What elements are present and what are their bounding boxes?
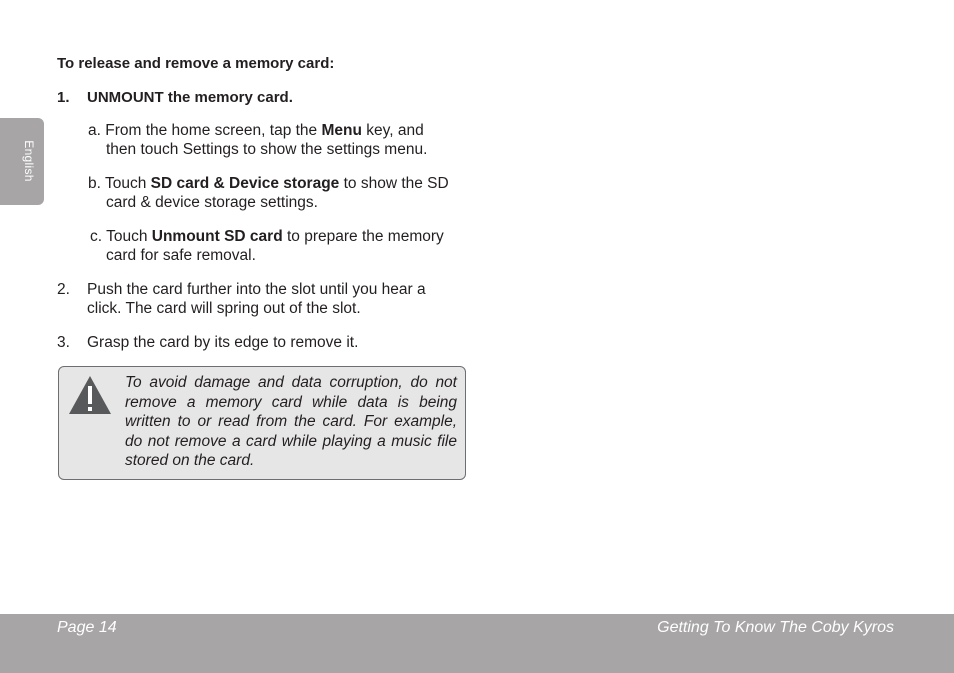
substep-a-line-1: a. From the home screen, tap the Menu key, and [88,122,424,139]
step-3-text: Grasp the card by its edge to remove it. [87,334,359,351]
substep-a [88,121,427,159]
page-number: Page 14 [57,619,117,636]
substep-c [90,227,444,265]
warning-text: To avoid damage and data corruption, do not remove a memory card while data is being written to or read from the card. For example, do not remove a card while playing a music file stored on the card. [125,374,457,469]
substep-a-line-2: then touch Settings to show the settings menu. [106,141,428,158]
substep-b [88,174,449,212]
substep-b-line-2: card & device storage settings. [106,194,318,211]
step-2-number: 2. [57,281,70,298]
substep-c-line-1: c. Touch Unmount SD card to prepare the memory [90,228,444,245]
unmount-sd-card-label: Unmount SD card [151,228,283,245]
step-3-number: 3. [57,334,70,351]
language-tab-label: English [22,140,36,182]
sd-card-storage-label: SD card & Device storage [150,175,340,192]
step-1-number: 1. [57,89,70,106]
step-2-text: Push the card further into the slot until you hear a click. The card will spring out of the slot. [87,281,426,317]
step-1-title: UNMOUNT the memory card. [87,89,293,106]
warning-triangle-icon [68,375,112,415]
menu-key-label: Menu [321,122,362,139]
substep-b-line-1: b. Touch SD card & Device storage to show the SD [88,175,449,192]
footer-bar [0,614,954,673]
page-heading: To release and remove a memory card: [57,55,335,72]
substep-c-line-2: card for safe removal. [106,247,256,264]
warning-box [58,366,466,480]
language-tab [0,118,44,205]
footer-title: Getting To Know The Coby Kyros [657,619,894,636]
